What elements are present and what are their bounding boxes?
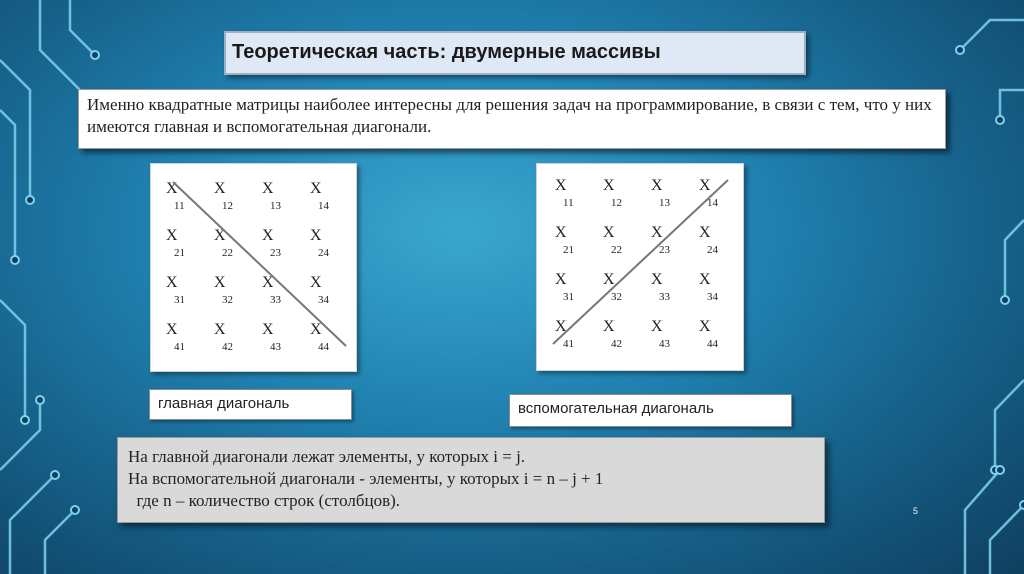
matrix-element-index: 14	[707, 197, 718, 209]
matrix-element-symbol: X	[651, 224, 663, 241]
matrix-element-symbol: X	[651, 318, 663, 335]
matrix-element-symbol: X	[603, 177, 615, 194]
matrix-element-symbol: X	[603, 318, 615, 335]
matrix-element-index: 41	[174, 341, 185, 353]
matrix-element-index: 31	[174, 294, 185, 306]
definition-line-3: где n – количество строк (столбцов).	[128, 491, 401, 510]
matrix-element-symbol: X	[166, 180, 178, 197]
matrix-element-index: 34	[318, 294, 329, 306]
matrix-element-symbol: X	[214, 274, 226, 291]
matrix-element-symbol: X	[262, 227, 274, 244]
matrix-element-symbol: X	[651, 271, 663, 288]
matrix-element-symbol: X	[262, 274, 274, 291]
matrix-element-index: 43	[270, 341, 281, 353]
matrix-element-symbol: X	[262, 321, 274, 338]
matrix-element-index: 11	[563, 197, 574, 209]
matrix-element-index: 13	[659, 197, 670, 209]
matrix-element-symbol: X	[262, 180, 274, 197]
matrix-element-symbol: X	[310, 227, 322, 244]
matrix-element-symbol: X	[214, 227, 226, 244]
matrix-element-index: 21	[174, 247, 185, 259]
matrix-element-symbol: X	[651, 177, 663, 194]
matrix-element-index: 23	[659, 244, 670, 256]
matrix-element-index: 33	[270, 294, 281, 306]
main-diagonal-matrix-figure	[151, 164, 356, 371]
matrix-element-symbol: X	[166, 227, 178, 244]
matrix-element-symbol: X	[310, 321, 322, 338]
matrix-element-index: 12	[611, 197, 622, 209]
matrix-element-symbol: X	[699, 177, 711, 194]
matrix-element-index: 43	[659, 338, 670, 350]
matrix-element-index: 24	[707, 244, 718, 256]
matrix-element-index: 34	[707, 291, 718, 303]
matrix-element-index: 22	[611, 244, 622, 256]
matrix-element-symbol: X	[214, 180, 226, 197]
matrix-element-symbol: X	[310, 180, 322, 197]
secondary-diagonal-matrix-figure	[537, 164, 743, 370]
matrix-element-index: 44	[707, 338, 718, 350]
matrix-element-symbol: X	[603, 224, 615, 241]
main-diagonal-caption: главная диагональ	[149, 389, 352, 420]
matrix-element-symbol: X	[699, 318, 711, 335]
matrix-element-index: 42	[222, 341, 233, 353]
matrix-element-symbol: X	[214, 321, 226, 338]
matrix-element-symbol: X	[699, 224, 711, 241]
definition-line-1: На главной диагонали лежат элементы, у которых i = j.	[128, 447, 526, 466]
definition-box	[117, 437, 825, 523]
matrix-element-index: 32	[611, 291, 622, 303]
matrix-element-index: 44	[318, 341, 329, 353]
matrix-element-index: 11	[174, 200, 185, 212]
matrix-element-index: 12	[222, 200, 233, 212]
matrix-element-symbol: X	[166, 274, 178, 291]
matrix-element-symbol: X	[310, 274, 322, 291]
matrix-element-index: 42	[611, 338, 622, 350]
matrix-element-symbol: X	[555, 177, 567, 194]
matrix-element-index: 23	[270, 247, 281, 259]
matrix-element-index: 24	[318, 247, 329, 259]
matrix-element-index: 33	[659, 291, 670, 303]
matrix-element-index: 41	[563, 338, 574, 350]
matrix-element-symbol: X	[699, 271, 711, 288]
matrix-element-symbol: X	[555, 224, 567, 241]
slide-title: Теоретическая часть: двумерные массивы	[232, 41, 661, 63]
matrix-element-symbol: X	[555, 318, 567, 335]
matrix-element-index: 13	[270, 200, 281, 212]
matrix-element-index: 21	[563, 244, 574, 256]
matrix-element-index: 32	[222, 294, 233, 306]
matrix-element-index: 14	[318, 200, 329, 212]
secondary-diagonal-matrix	[536, 163, 744, 371]
matrix-element-symbol: X	[166, 321, 178, 338]
matrix-element-index: 31	[563, 291, 574, 303]
main-diagonal-matrix	[150, 163, 357, 372]
intro-text: Именно квадратные матрицы наиболее интересны для решения задач на программирование, в связи с тем, что у них имеются главная и вспомогательная диагонали.	[78, 89, 946, 149]
page-number: 5	[913, 506, 919, 516]
definition-line-2: На вспомогательной диагонали - элементы, у которых i = n – j + 1	[128, 469, 604, 488]
matrix-element-symbol: X	[603, 271, 615, 288]
secondary-diagonal-caption: вспомогательная диагональ	[509, 394, 792, 427]
matrix-element-symbol: X	[555, 271, 567, 288]
matrix-element-index: 22	[222, 247, 233, 259]
